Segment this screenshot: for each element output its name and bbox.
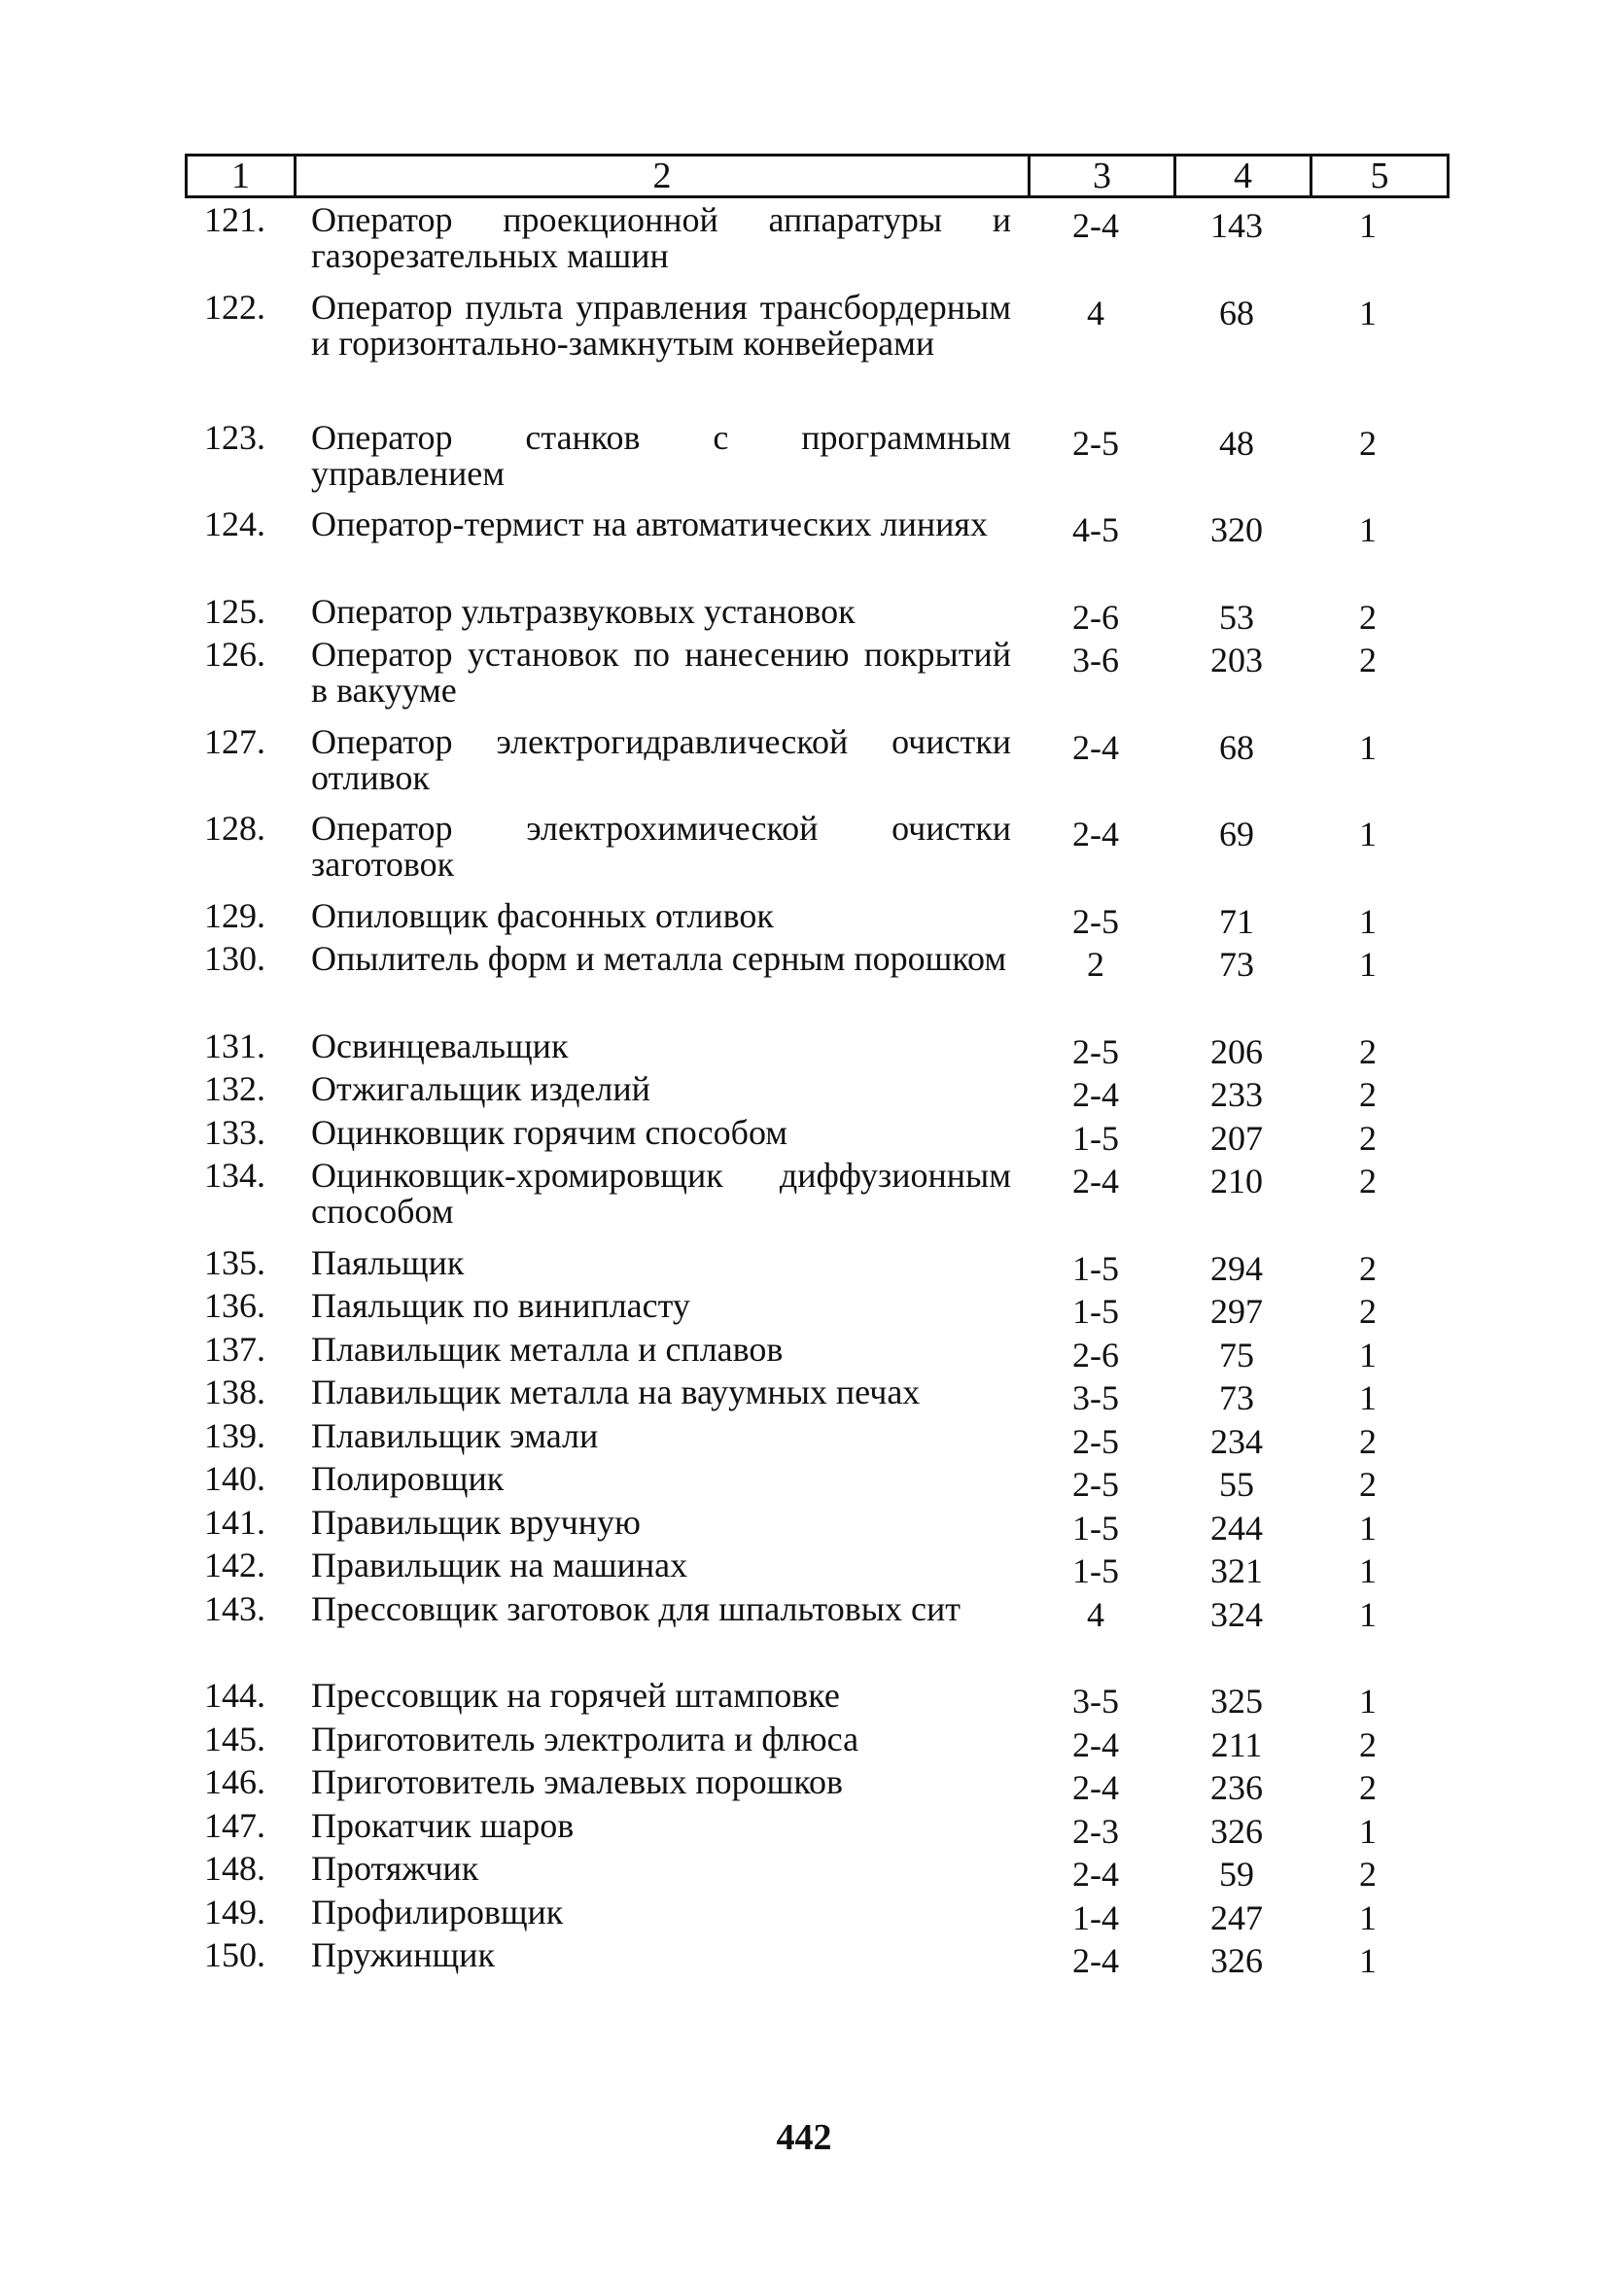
list-code: 1 — [1359, 1551, 1377, 1590]
list-code: 2 — [1359, 423, 1377, 463]
page-ref: 326 — [1210, 1811, 1263, 1851]
grade-range: 2-5 — [1072, 1421, 1119, 1461]
page-ref: 210 — [1210, 1162, 1263, 1200]
list-code: 2 — [1359, 1031, 1377, 1071]
table-row — [185, 1937, 1447, 1981]
occupation-name: Приготовитель электролита и флюса — [311, 1719, 859, 1758]
row-number: 125. — [204, 591, 265, 631]
table-row — [185, 721, 1447, 812]
list-code: 1 — [1359, 1508, 1377, 1548]
grade-range: 2-3 — [1072, 1811, 1119, 1851]
row-number: 130. — [204, 939, 265, 978]
header-col-3: 3 — [1030, 156, 1175, 197]
grade-range: 2-4 — [1072, 1941, 1119, 1980]
page-ref: 320 — [1210, 510, 1263, 549]
table-row — [185, 1158, 1447, 1245]
list-code: 1 — [1359, 206, 1377, 245]
table-row — [185, 1329, 1447, 1375]
list-code: 2 — [1359, 1855, 1377, 1894]
page-ref: 321 — [1210, 1551, 1263, 1590]
grade-range: 4 — [1087, 1594, 1104, 1634]
list-code: 2 — [1359, 1768, 1377, 1807]
page-ref: 68 — [1219, 727, 1254, 767]
occupation-name: Оператор ультразвуковых установок — [311, 591, 856, 631]
grade-range: 2-5 — [1072, 1031, 1119, 1071]
occupation-name: Правильщик на машинах — [311, 1546, 688, 1584]
grade-range: 1-5 — [1072, 1118, 1119, 1158]
table-row — [185, 1805, 1447, 1852]
grade-range: 2-4 — [1072, 1768, 1119, 1807]
list-code: 1 — [1359, 901, 1377, 941]
page-ref: 211 — [1210, 1724, 1263, 1764]
table-row — [185, 1548, 1447, 1591]
grade-range: 1-4 — [1072, 1897, 1119, 1937]
page-ref: 71 — [1219, 901, 1254, 941]
list-code: 2 — [1359, 641, 1377, 679]
list-code: 2 — [1359, 1421, 1377, 1461]
page-ref: 75 — [1219, 1335, 1254, 1374]
grade-range: 4 — [1087, 293, 1104, 332]
grade-range: 2-4 — [1072, 1855, 1119, 1894]
occupation-name: Оператор электрогидравлической очистки отливок — [311, 721, 1011, 797]
grade-range: 3-5 — [1072, 1682, 1119, 1721]
grade-range: 2-5 — [1072, 1465, 1119, 1504]
list-code: 1 — [1359, 1682, 1377, 1721]
table-row — [185, 1851, 1447, 1895]
occupation-name: Оператор установок по нанесению покрытий в вакууме — [311, 635, 1011, 710]
row-number: 133. — [204, 1112, 265, 1152]
page-ref: 206 — [1210, 1031, 1263, 1071]
page-ref: 236 — [1210, 1768, 1263, 1807]
row-number: 144. — [204, 1676, 265, 1715]
occupation-name: Оператор-термист на автоматических линиях — [311, 504, 988, 543]
row-number: 135. — [204, 1242, 265, 1282]
row-number: 122. — [204, 287, 265, 327]
page-ref: 234 — [1210, 1421, 1263, 1461]
grade-range: 1-5 — [1072, 1248, 1119, 1288]
list-code: 2 — [1359, 1118, 1377, 1158]
list-code: 2 — [1359, 1162, 1377, 1200]
occupation-name: Плавильщик металла и сплавов — [311, 1329, 784, 1369]
row-number: 141. — [204, 1502, 265, 1542]
grade-range: 2-5 — [1072, 901, 1119, 941]
page-ref: 73 — [1219, 945, 1254, 984]
occupation-name: Правильщик вручную — [311, 1502, 641, 1542]
page-ref: 297 — [1210, 1292, 1263, 1331]
occupation-name: Приготовитель эмалевых порошков — [311, 1762, 844, 1801]
grade-range: 3-5 — [1072, 1378, 1119, 1417]
list-code: 2 — [1359, 1724, 1377, 1764]
row-number: 143. — [204, 1588, 265, 1628]
occupation-name: Паяльщик — [311, 1242, 465, 1282]
table-row — [185, 1242, 1447, 1289]
table-row — [185, 1588, 1447, 1679]
grade-range: 1-5 — [1072, 1551, 1119, 1590]
page-ref: 68 — [1219, 293, 1254, 332]
occupation-name: Оцинковщик горячим способом — [311, 1112, 788, 1152]
table-row — [185, 1719, 1447, 1765]
occupation-name: Оцинковщик-хромировщик диффузионным способом — [311, 1156, 1011, 1231]
row-number: 128. — [204, 809, 265, 848]
list-code: 2 — [1359, 1465, 1377, 1504]
row-number: 150. — [204, 1935, 265, 1974]
table-row — [185, 417, 1447, 507]
grade-range: 2-5 — [1072, 423, 1119, 463]
grade-range: 2-4 — [1072, 206, 1119, 245]
table-row — [185, 941, 1447, 1028]
row-number: 121. — [204, 200, 265, 239]
table-row — [185, 1461, 1447, 1505]
grade-range: 4-5 — [1072, 510, 1119, 549]
row-number: 123. — [204, 417, 265, 457]
occupation-name: Полировщик — [311, 1459, 505, 1498]
grade-range: 2-4 — [1072, 815, 1119, 853]
page-ref: 247 — [1210, 1897, 1263, 1937]
row-number: 147. — [204, 1805, 265, 1845]
list-code: 1 — [1359, 293, 1377, 332]
table-row — [185, 287, 1447, 420]
table-row — [185, 1415, 1447, 1462]
table-row — [185, 1374, 1447, 1418]
occupation-name: Освинцевальщик — [311, 1026, 569, 1065]
table-row — [185, 637, 1447, 724]
table-row — [185, 591, 1447, 638]
row-number: 134. — [204, 1156, 265, 1195]
table-row — [185, 1028, 1447, 1072]
list-code: 2 — [1359, 597, 1377, 637]
grade-range: 2-4 — [1072, 1724, 1119, 1764]
row-number: 132. — [204, 1069, 265, 1108]
occupation-name: Плавильщик металла на вауумных печах — [311, 1373, 921, 1411]
occupation-name: Прессовщик заготовок для шпальтовых сит — [311, 1588, 961, 1628]
table-row — [185, 1112, 1447, 1159]
grade-range: 2 — [1087, 945, 1104, 984]
page-ref: 207 — [1210, 1118, 1263, 1158]
grade-range: 1-5 — [1072, 1292, 1119, 1331]
occupation-name: Опиловщик фасонных отливок — [311, 895, 774, 935]
table-row — [185, 1678, 1447, 1722]
table-body — [185, 202, 1447, 1981]
row-number: 145. — [204, 1719, 265, 1758]
row-number: 142. — [204, 1546, 265, 1584]
list-code: 1 — [1359, 727, 1377, 767]
row-number: 138. — [204, 1373, 265, 1411]
list-code: 1 — [1359, 815, 1377, 853]
row-number: 146. — [204, 1762, 265, 1801]
row-number: 126. — [204, 635, 265, 674]
occupation-name: Оператор проекционной аппаратуры и газорезательных машин — [311, 200, 1011, 275]
table-row — [185, 895, 1447, 942]
grade-range: 3-6 — [1072, 641, 1119, 679]
grade-range: 2-4 — [1072, 1075, 1119, 1114]
occupation-name: Плавильщик эмали — [311, 1415, 599, 1455]
table-row — [185, 1071, 1447, 1115]
page-ref: 233 — [1210, 1075, 1263, 1114]
list-code: 1 — [1359, 1897, 1377, 1937]
occupation-name: Паяльщик по винипласту — [311, 1286, 690, 1325]
table-header — [185, 154, 1450, 198]
list-code: 1 — [1359, 1811, 1377, 1851]
list-code: 2 — [1359, 1075, 1377, 1114]
table-row — [185, 1764, 1447, 1808]
page-ref: 325 — [1210, 1682, 1263, 1721]
page-ref: 59 — [1219, 1855, 1254, 1894]
row-number: 149. — [204, 1892, 265, 1931]
row-number: 127. — [204, 721, 265, 761]
grade-range: 1-5 — [1072, 1508, 1119, 1548]
page-ref: 55 — [1219, 1465, 1254, 1504]
grade-range: 2-6 — [1072, 1335, 1119, 1374]
occupation-name: Отжигальщик изделий — [311, 1069, 650, 1108]
row-number: 129. — [204, 895, 265, 935]
occupation-name: Протяжчик — [311, 1849, 479, 1888]
list-code: 1 — [1359, 945, 1377, 984]
table-row — [185, 1502, 1447, 1548]
list-code: 1 — [1359, 1335, 1377, 1374]
page-ref: 143 — [1210, 206, 1263, 245]
occupation-name: Оператор станков с программным управлением — [311, 417, 1011, 493]
list-code: 1 — [1359, 1941, 1377, 1980]
table-row — [185, 202, 1447, 290]
header-col-1: 1 — [187, 156, 296, 197]
page-ref: 53 — [1219, 597, 1254, 637]
page-ref: 203 — [1210, 641, 1263, 679]
row-number: 140. — [204, 1459, 265, 1498]
page-ref: 69 — [1219, 815, 1254, 853]
occupation-name: Оператор пульта управления трансбордерным и горизонтально-замкнутым конвейерами — [311, 287, 1011, 363]
grade-range: 2-4 — [1072, 1162, 1119, 1200]
table-row — [185, 1288, 1447, 1332]
row-number: 139. — [204, 1415, 265, 1455]
page-ref: 73 — [1219, 1378, 1254, 1417]
list-code: 1 — [1359, 510, 1377, 549]
header-col-4: 4 — [1175, 156, 1311, 197]
row-number: 137. — [204, 1329, 265, 1369]
occupation-name: Профилировщик — [311, 1892, 564, 1931]
grade-range: 2-4 — [1072, 727, 1119, 767]
occupation-name: Оператор электрохимической очистки заготовок — [311, 809, 1011, 884]
table-row — [185, 811, 1447, 898]
occupation-name: Пружинщик — [311, 1935, 495, 1974]
page-number: 442 — [776, 2117, 832, 2158]
row-number: 131. — [204, 1026, 265, 1065]
row-number: 148. — [204, 1849, 265, 1888]
header-col-2: 2 — [296, 156, 1030, 197]
row-number: 124. — [204, 504, 265, 543]
occupation-name: Опылитель форм и металла серным порошком — [311, 939, 1007, 978]
list-code: 1 — [1359, 1594, 1377, 1634]
occupation-name: Прессовщик на горячей штамповке — [311, 1676, 840, 1715]
table-row — [185, 1892, 1447, 1938]
page-ref: 244 — [1210, 1508, 1263, 1548]
table-row — [185, 506, 1447, 594]
header-col-5: 5 — [1311, 156, 1449, 197]
page-ref: 48 — [1219, 423, 1254, 463]
page-ref: 294 — [1210, 1248, 1263, 1288]
list-code: 2 — [1359, 1292, 1377, 1331]
grade-range: 2-6 — [1072, 597, 1119, 637]
occupation-name: Прокатчик шаров — [311, 1805, 575, 1845]
page-ref: 326 — [1210, 1941, 1263, 1980]
list-code: 1 — [1359, 1378, 1377, 1417]
page-ref: 324 — [1210, 1594, 1263, 1634]
list-code: 2 — [1359, 1248, 1377, 1288]
row-number: 136. — [204, 1286, 265, 1325]
